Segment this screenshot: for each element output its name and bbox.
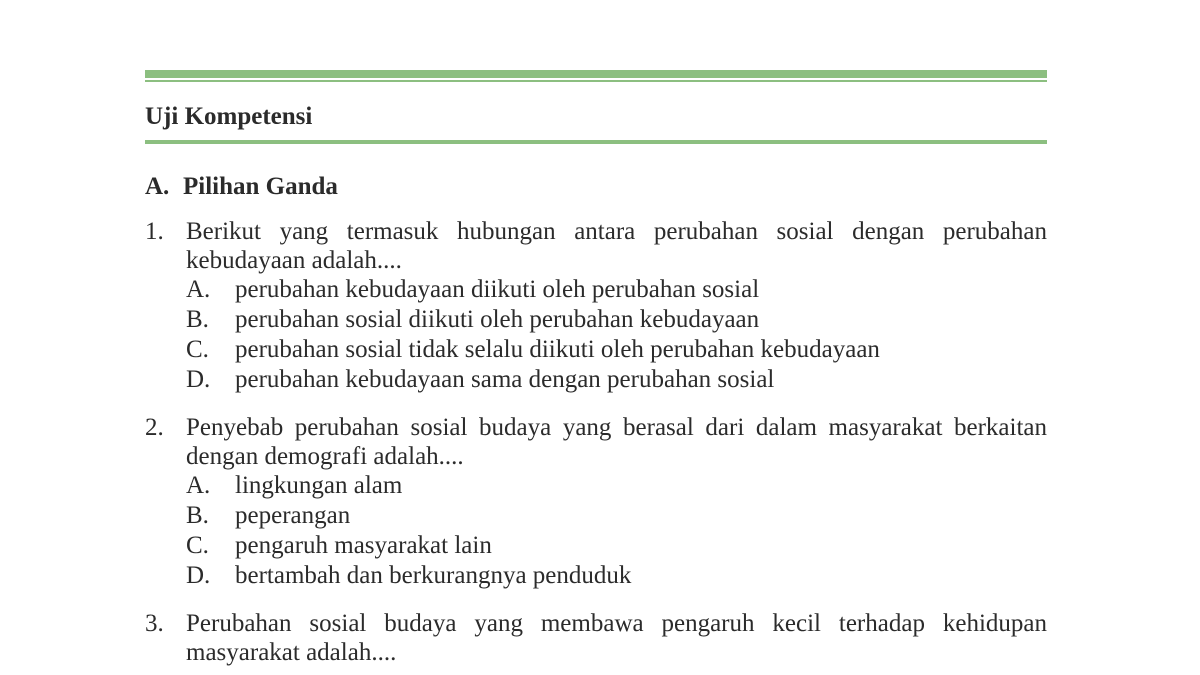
option-letter: C. xyxy=(186,532,209,559)
answer-options xyxy=(145,471,1047,591)
answer-option-c[interactable] xyxy=(145,531,1047,561)
top-divider-thick xyxy=(145,70,1047,78)
question-1 xyxy=(145,217,1047,395)
option-text: bertambah dan berkurangnya penduduk xyxy=(235,562,632,589)
question-text: Perubahan sosial budaya yang membawa pengaruh kecil terhadap kehidupan masyarakat adalah.... xyxy=(186,610,1047,666)
answer-option-a[interactable] xyxy=(145,471,1047,501)
answer-options xyxy=(145,275,1047,395)
section-title: Uji Kompetensi xyxy=(145,103,313,130)
question-number: 3. xyxy=(145,610,164,637)
question-2 xyxy=(145,413,1047,591)
option-letter: B. xyxy=(186,502,209,529)
option-text: peperangan xyxy=(235,502,351,529)
answer-option-b[interactable] xyxy=(145,501,1047,531)
option-letter: C. xyxy=(186,336,209,363)
option-text: perubahan kebudayaan diikuti oleh perubahan sosial xyxy=(235,276,760,303)
subsection-title: Pilihan Ganda xyxy=(183,173,338,200)
answer-option-b[interactable] xyxy=(145,305,1047,335)
top-divider-thin xyxy=(145,80,1047,82)
option-text: perubahan sosial diikuti oleh perubahan kebudayaan xyxy=(235,306,760,333)
question-text: Penyebab perubahan sosial budaya yang berasal dari dalam masyarakat berkaitan dengan demografi adalah.... xyxy=(186,414,1047,470)
option-letter: A. xyxy=(186,276,211,303)
answer-option-d[interactable] xyxy=(145,561,1047,591)
option-text: perubahan sosial tidak selalu diikuti oleh perubahan kebudayaan xyxy=(235,336,880,363)
question-number: 1. xyxy=(145,218,164,245)
subsection-letter: A. xyxy=(145,173,170,200)
option-text: lingkungan alam xyxy=(235,472,403,499)
question-stem xyxy=(145,413,1047,471)
subsection-heading xyxy=(145,173,338,201)
option-text: pengaruh masyarakat lain xyxy=(235,532,492,559)
question-text: Berikut yang termasuk hubungan antara perubahan sosial dengan perubahan kebudayaan adalah.... xyxy=(186,218,1047,274)
answer-option-c[interactable] xyxy=(145,335,1047,365)
question-stem xyxy=(145,609,1047,667)
question-3 xyxy=(145,609,1047,667)
heading-divider xyxy=(145,140,1047,144)
option-letter: B. xyxy=(186,306,209,333)
question-number: 2. xyxy=(145,414,164,441)
option-letter: A. xyxy=(186,472,211,499)
answer-option-d[interactable] xyxy=(145,365,1047,395)
answer-option-a[interactable] xyxy=(145,275,1047,305)
option-letter: D. xyxy=(186,562,211,589)
option-text: perubahan kebudayaan sama dengan perubahan sosial xyxy=(235,366,775,393)
question-stem xyxy=(145,217,1047,275)
option-letter: D. xyxy=(186,366,211,393)
